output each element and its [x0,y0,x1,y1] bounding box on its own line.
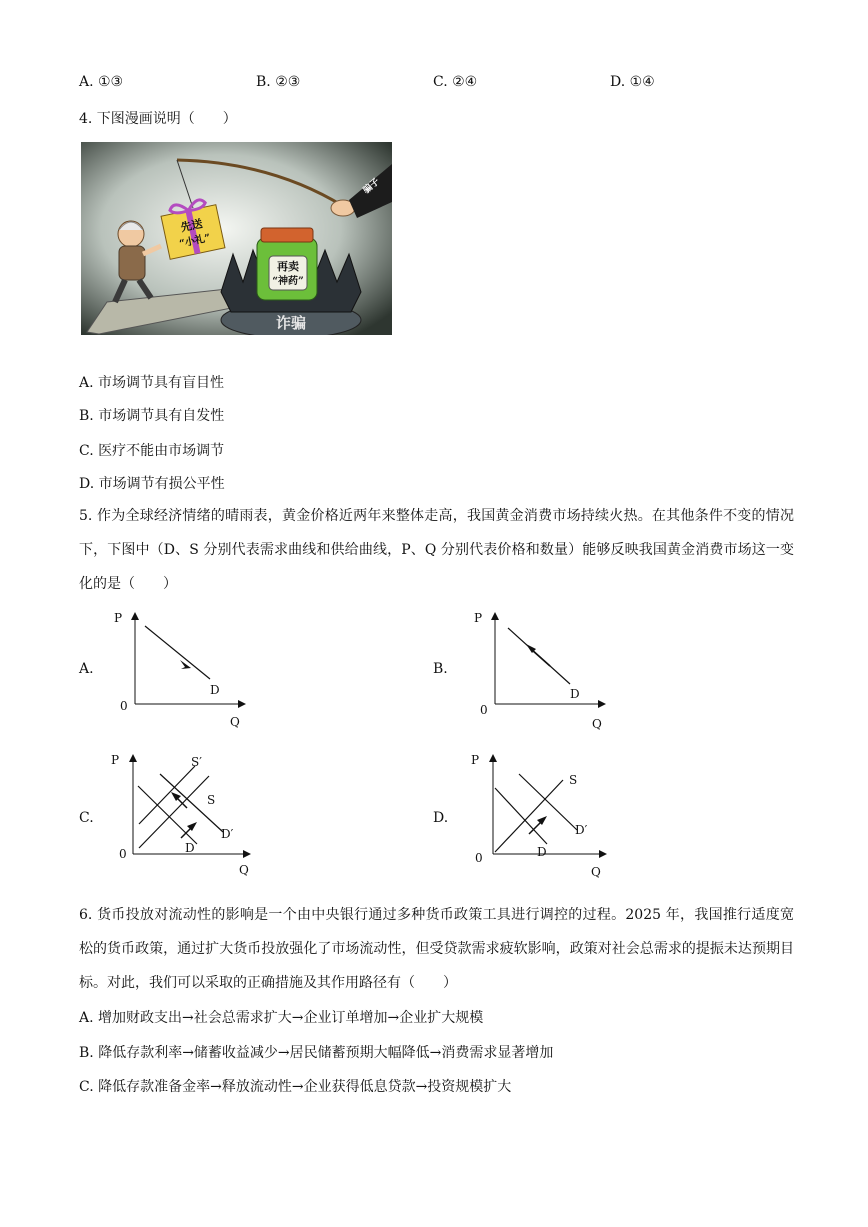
q6-option-a: A. 增加财政支出→社会总需求扩大→企业订单增加→企业扩大规模 [79,1010,484,1026]
trap-label: 诈骗 [275,314,307,332]
q5-b-axis-q: Q [592,717,602,731]
q5-d-axis-q: Q [591,865,601,879]
q5-a-demand-curve [145,626,210,679]
q3-option-b: B. ②③ [256,74,301,90]
q5-d-label-d: D [537,845,547,859]
q5-d-origin: 0 [475,851,483,865]
jar-label-line2: “神药” [272,276,304,287]
q4-option-b: B. 市场调节具有自发性 [79,408,225,424]
q5-b-axis-p: P [474,611,483,625]
q5-a-axis-p: P [114,611,123,625]
q4-stem: 4. 下图漫画说明（ ） [79,111,237,127]
q5-b-label-d: D [570,687,580,701]
q5-c-label-s: S [207,793,216,807]
q6-option-b: B. 降低存款利率→储蓄收益减少→居民储蓄预期大幅降低→消费需求显著增加 [79,1045,554,1061]
q5-c-axis-p: P [111,753,120,767]
gift-label-line2: “小礼” [178,232,212,250]
q5-a-axis-q: Q [230,715,240,729]
jar-label-line1: 再卖 [277,260,299,273]
q5-graph-d [460,748,630,880]
q5-d-axis-p: P [471,753,480,767]
q5-a-origin: 0 [120,699,128,713]
q5-option-c-label: C. [79,810,94,826]
q3-option-c: C. ②④ [433,74,478,90]
q5-c-label-d: D [185,841,195,855]
q6-stem: 6. 货币投放对流动性的影响是一个由中央银行通过多种货币政策工具进行调控的过程。2025 年，我国推行适度宽松的货币政策，通过扩大货币投放强化了市场流动性，但受贷款需求疲软影响，政策对社会总需求的提振未达预期目标。对此，我们可以采取的正确措施及其作用路径有（ ） [79,907,794,991]
q5-d-curve-d [495,788,547,844]
q5-option-a-label: A. [79,661,94,677]
q4-option-d: D. 市场调节有损公平性 [79,476,225,492]
q5-a-arrow [180,660,191,669]
q5-d-curve-s [495,780,563,852]
q6-option-c: C. 降低存款准备金率→释放流动性→企业获得低息贷款→投资规模扩大 [79,1079,512,1095]
q3-option-a: A. ①③ [79,74,124,90]
q3-option-d: D. ①④ [610,74,655,90]
q4-option-c: C. 医疗不能由市场调节 [79,443,225,459]
rod-label: 骗子 [361,176,382,197]
q5-c-axis-q: Q [239,863,249,877]
q5-d-label-d-prime: D′ [575,823,588,837]
q5-stem: 5. 作为全球经济情绪的晴雨表，黄金价格近两年来整体走高，我国黄金消费市场持续火热。在其他条件不变的情况下，下图中（D、S 分别代表需求曲线和供给曲线，P、Q 分别代表价格和数量）能够反映我国黄金消费市场这一变化的是（ ） [79,508,794,592]
q5-c-label-d-prime: D′ [221,827,234,841]
q5-a-label-d: D [210,683,220,697]
q5-option-d-label: D. [433,810,449,826]
q5-graph-c [100,748,270,880]
q5-d-label-s: S [569,773,578,787]
q5-c-origin: 0 [119,847,127,861]
q5-c-label-s-prime: S′ [191,755,202,769]
q4-option-a: A. 市场调节具有盲目性 [79,375,225,391]
fraud-cartoon [81,142,392,335]
q5-option-b-label: B. [433,661,448,677]
q5-graph-a [100,606,270,732]
gift-label-line1: 先送 [179,216,204,235]
q5-graph-b [460,606,630,732]
q5-b-origin: 0 [480,703,488,717]
